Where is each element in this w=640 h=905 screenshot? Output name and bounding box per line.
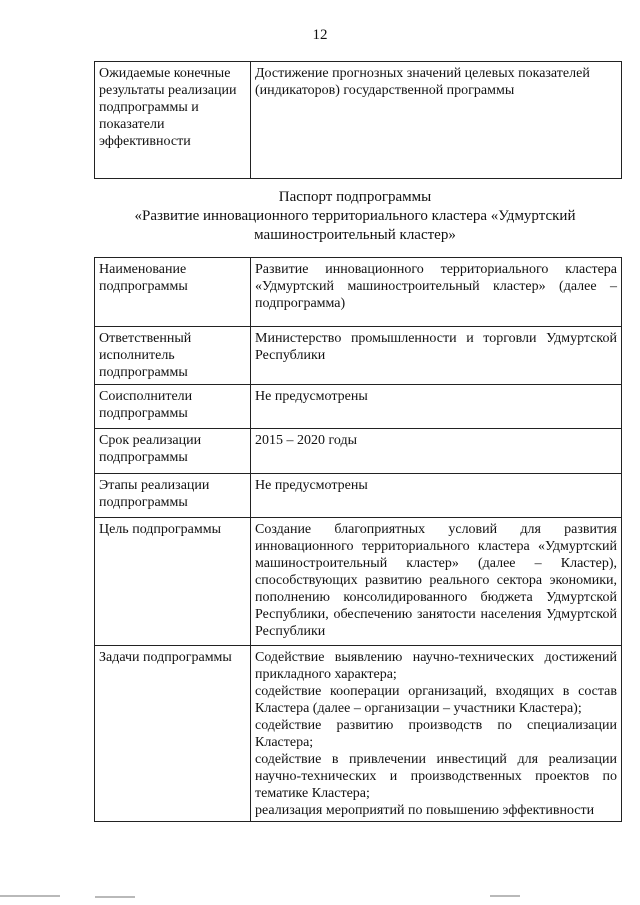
table-row: [95, 327, 622, 385]
task-item: содействие развитию производств по специализации Кластера;: [255, 718, 617, 750]
row-value: Министерство промышленности и торговли Удмуртской Республики: [251, 327, 622, 385]
table-row: [95, 385, 622, 429]
section-title-line: «Развитие инновационного территориального кластера «Удмуртский: [134, 208, 576, 224]
page-number: 12: [312, 27, 328, 43]
table-row: [95, 646, 622, 822]
table-row: [95, 518, 622, 646]
expected-results-table: [94, 61, 622, 179]
row-label: Цель подпрограммы: [95, 518, 251, 646]
scan-edge-artifact: [0, 893, 640, 899]
row-value: Создание благоприятных условий для развития инновационного территориального кластера «Удмуртский машиностроительный кластер» (далее – Кластер), способствующих развитию реального сектора экономики, пополнению консолидированного бюджета Удмуртской Республики, обеспечению занятости населения Удмуртской Республики: [251, 518, 622, 646]
row-value: Достижение прогнозных значений целевых показателей (индикаторов) государственной программы: [251, 62, 622, 179]
row-label: Срок реализации подпрограммы: [95, 429, 251, 474]
row-value: [251, 646, 622, 822]
row-value: Не предусмотрены: [251, 385, 622, 429]
section-title: [100, 188, 610, 245]
task-item: содействие кооперации организаций, входящих в состав Кластера (далее – организации – участники Кластера);: [255, 684, 617, 716]
row-label: Ожидаемые конечные результаты реализации подпрограммы и показатели эффективности: [95, 62, 251, 179]
table-row: [95, 258, 622, 327]
section-title-line: машиностроительный кластер»: [254, 227, 456, 243]
row-label: Соисполнители подпрограммы: [95, 385, 251, 429]
table-row: [95, 62, 622, 179]
subprogram-passport-table: [94, 257, 622, 822]
row-value: 2015 – 2020 годы: [251, 429, 622, 474]
task-item: реализация мероприятий по повышению эффективности: [255, 803, 595, 818]
table-row: [95, 474, 622, 518]
row-value: Не предусмотрены: [251, 474, 622, 518]
table-row: [95, 429, 622, 474]
row-label: Задачи подпрограммы: [95, 646, 251, 822]
row-value: Развитие инновационного территориального кластера «Удмуртский машиностроительный кластер» (далее – подпрограмма): [251, 258, 622, 327]
row-label: Наименование подпрограммы: [95, 258, 251, 327]
row-label: Этапы реализации подпрограммы: [95, 474, 251, 518]
row-label: Ответственный исполнитель подпрограммы: [95, 327, 251, 385]
task-item: Содействие выявлению научно-технических достижений прикладного характера;: [255, 650, 617, 682]
task-item: содействие в привлечении инвестиций для реализации научно-технических и производственных проектов по тематике Кластера;: [255, 752, 617, 801]
section-title-line: Паспорт подпрограммы: [278, 189, 432, 205]
